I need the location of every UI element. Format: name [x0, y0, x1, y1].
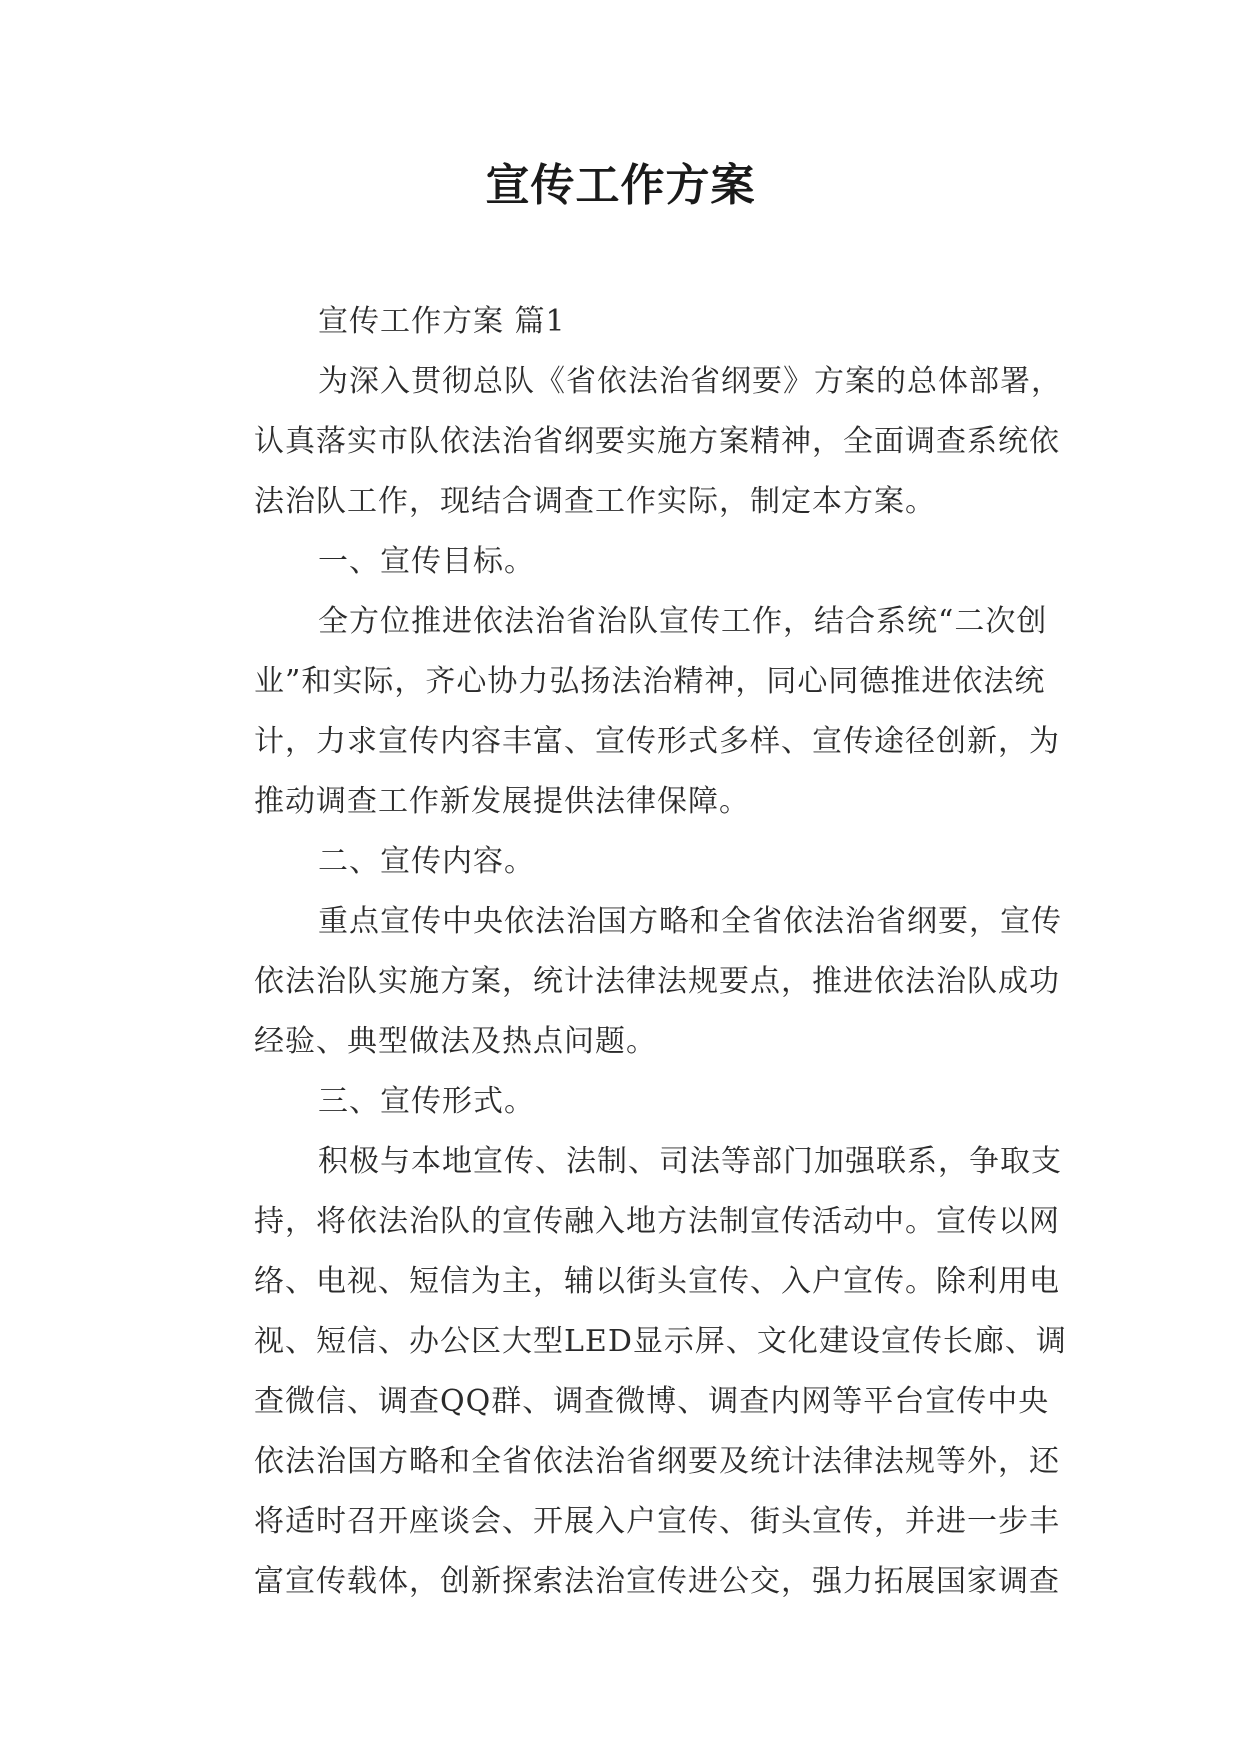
text-line: 视、短信、办公区大型LED显示屏、文化建设宣传长廊、调 [254, 1324, 1067, 1359]
text-line: 宣传工作方案 篇1 [318, 304, 566, 339]
text-line: 经验、典型做法及热点问题。 [254, 1024, 657, 1059]
heading-part-1 [190, 292, 1052, 352]
text-line: 积极与本地宣传、法制、司法等部门加强联系，争取支 [318, 1144, 1062, 1179]
text-line: 依法治队实施方案，统计法律法规要点，推进依法治队成功 [254, 964, 1060, 999]
text-line: 业”和实际，齐心协力弘扬法治精神，同心同德推进依法统 [254, 664, 1046, 699]
text-line: 富宣传载体，创新探索法治宣传进公交，强力拓展国家调查 [254, 1564, 1060, 1599]
goals-paragraph [190, 592, 1060, 832]
text-line: 法治队工作，现结合调查工作实际，制定本方案。 [254, 484, 936, 519]
text-line: 持，将依法治队的宣传融入地方法制宣传活动中。宣传以网 [254, 1204, 1060, 1239]
text-line: 认真落实市队依法治省纲要实施方案精神，全面调查系统依 [254, 424, 1060, 459]
content-paragraph [190, 892, 1062, 1072]
text-line: 一、宣传目标。 [318, 544, 535, 579]
section-heading-goals [190, 532, 1052, 592]
text-line: 络、电视、短信为主，辅以街头宣传、入户宣传。除利用电 [254, 1264, 1060, 1299]
text-line: 重点宣传中央依法治国方略和全省依法治省纲要，宣传 [318, 904, 1062, 939]
text-line: 为深入贯彻总队《省依法治省纲要》方案的总体部署， [318, 364, 1062, 399]
text-line: 将适时召开座谈会、开展入户宣传、街头宣传，并进一步丰 [254, 1504, 1060, 1539]
text-line: 三、宣传形式。 [318, 1084, 535, 1119]
section-heading-content [190, 832, 1052, 892]
text-line: 全方位推进依法治省治队宣传工作，结合系统“二次创 [318, 604, 1048, 639]
text-line: 查微信、调查QQ群、调查微博、调查内网等平台宣传中央 [254, 1384, 1050, 1419]
text-line: 计，力求宣传内容丰富、宣传形式多样、宣传途径创新，为 [254, 724, 1060, 759]
text-line: 依法治国方略和全省依法治省纲要及统计法律法规等外，还 [254, 1444, 1060, 1479]
section-heading-form [190, 1072, 1052, 1132]
form-paragraph [190, 1132, 1067, 1612]
text-line: 推动调查工作新发展提供法律保障。 [254, 784, 750, 819]
document-title: 宣传工作方案 [485, 160, 756, 211]
text-line: 二、宣传内容。 [318, 844, 535, 879]
intro-paragraph [190, 352, 1062, 532]
document-body [190, 292, 1067, 1612]
